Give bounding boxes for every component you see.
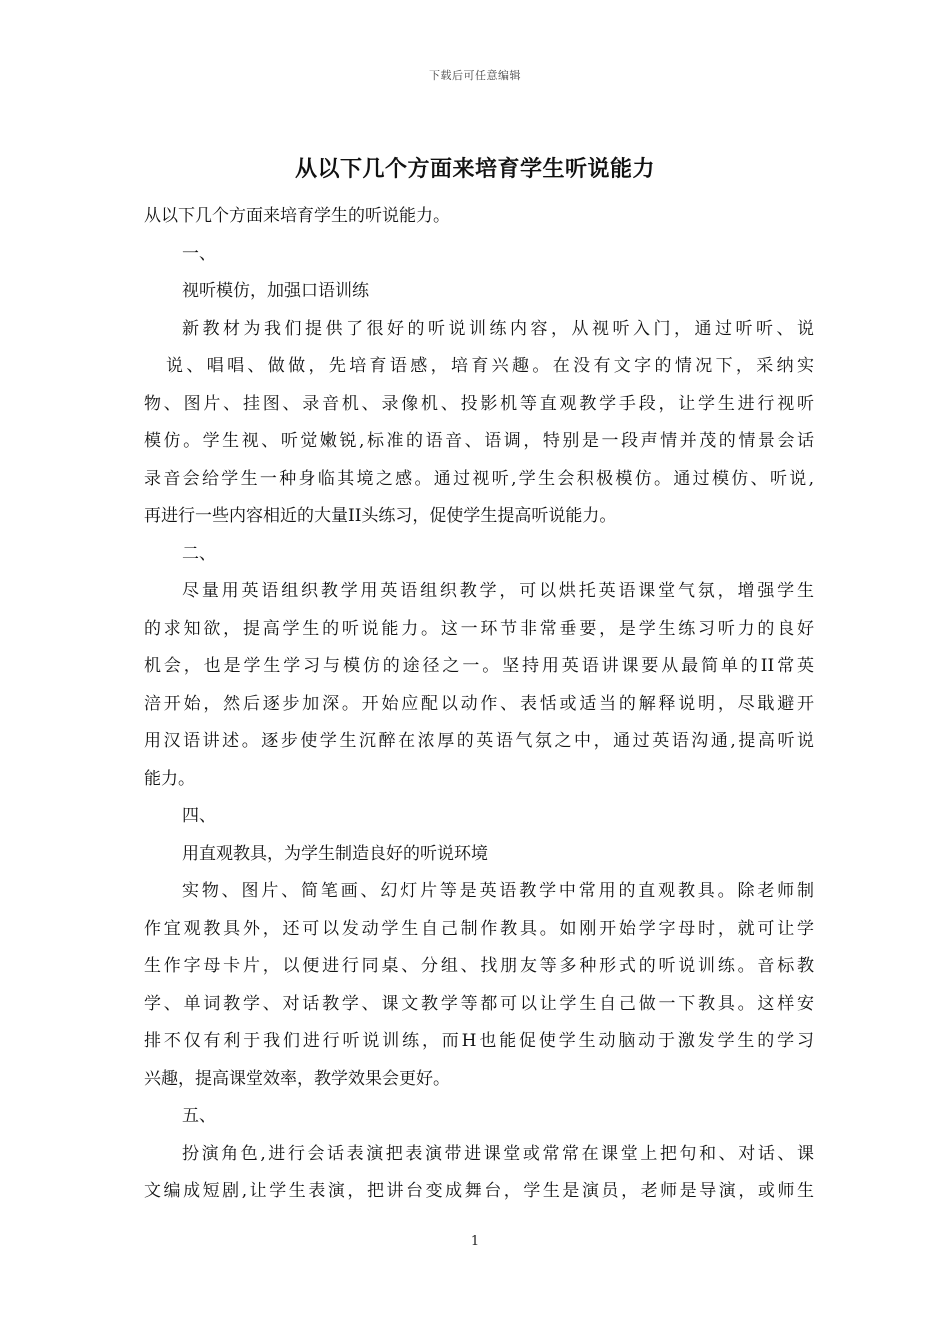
paragraph-line: 实物、图片、简笔画、幻灯片等是英语教学中常用的直观教具。除老师制	[182, 881, 814, 901]
page-number: 1	[470, 1234, 480, 1249]
paragraph-line: 机会，也是学生学习与模仿的途径之一。坚持用英语讲课要从最简单的II常英	[144, 656, 814, 676]
paragraph-line: 生作字母卡片，以便进行同桌、分组、找朋友等多种形式的听说训练。音标教	[144, 956, 814, 976]
section-number-2: 二、	[182, 543, 216, 564]
document-body	[144, 198, 814, 1211]
paragraph-line: 用汉语讲述。逐步使学生沉醉在浓厚的英语气氛之中，通过英语沟通,提高听说	[144, 731, 814, 751]
paragraph-line: 说、唱唱、做做，先培育语感，培育兴趣。在没有文字的情况下，采纳实	[166, 356, 814, 376]
paragraph-line: 的求知欲，提高学生的听说能力。这一环节非常垂要，是学生练习听力的良好	[144, 618, 814, 639]
paragraph-line: 再进行一些内容相近的大量II头练习，促使学生提高听说能力。	[144, 506, 617, 526]
paragraph-line: 扮演角色,进行会话表演把表演带进课堂或常常在课堂上把句和、对话、课	[182, 1143, 814, 1164]
paragraph-line: 物、图片、挂图、录音机、录像机、投影机等直观教学手段，让学生进行视听	[144, 393, 814, 414]
section-number-1: 一、	[182, 243, 216, 264]
paragraph-line: 排不仅有利于我们进行听说训练，而H也能促使学生动脑动于激发学生的学习	[144, 1031, 814, 1051]
paragraph-line: 文编成短剧,让学生表演，把讲台变成舞台，学生是演员，老师是导演，或师生	[144, 1181, 814, 1201]
paragraph-line: 学、单词教学、对话教学、课文教学等都可以让学生自己做一下教具。这样安	[144, 993, 814, 1014]
intro-line: 从以下几个方面来培育学生的听说能力。	[144, 206, 450, 226]
paragraph-line: 能力。	[144, 768, 195, 789]
section-number-4: 四、	[182, 806, 216, 826]
paragraph-line: 录音会给学生一种身临其境之感。通过视听,学生会积极模仿。通过模仿、听说,	[144, 468, 814, 489]
paragraph-line: 作宜观教具外，还可以发动学生自己制作教具。如刚开始学字母时，就可让学	[144, 918, 814, 939]
document-title: 从以下几个方面来培育学生听说能力	[294, 156, 655, 182]
section-heading-4: 用直观教具，为学生制造良好的听说环境	[182, 843, 488, 864]
section-heading-1: 视听模仿，加强口语训练	[182, 281, 369, 301]
paragraph-line: 尽量用英语组织教学用英语组织教学，可以烘托英语课堂气氛，增强学生	[182, 581, 814, 601]
paragraph-line: 新教材为我们提供了很好的听说训练内容，从视听入门，通过听听、说	[182, 318, 814, 339]
page-header-note: 下载后可任意编辑	[429, 69, 521, 82]
paragraph-line: 兴趣，提高课堂效率，教学效果会更好。	[144, 1068, 450, 1089]
paragraph-line: 模仿。学生视、听觉嫩锐,标准的语音、语调，特别是一段声情并茂的情景会话	[144, 431, 814, 451]
section-number-5: 五、	[182, 1106, 216, 1126]
paragraph-line: 涪开始，然后逐步加深。开始应配以动作、表恬或适当的解释说明，尽戢避开	[144, 693, 814, 714]
